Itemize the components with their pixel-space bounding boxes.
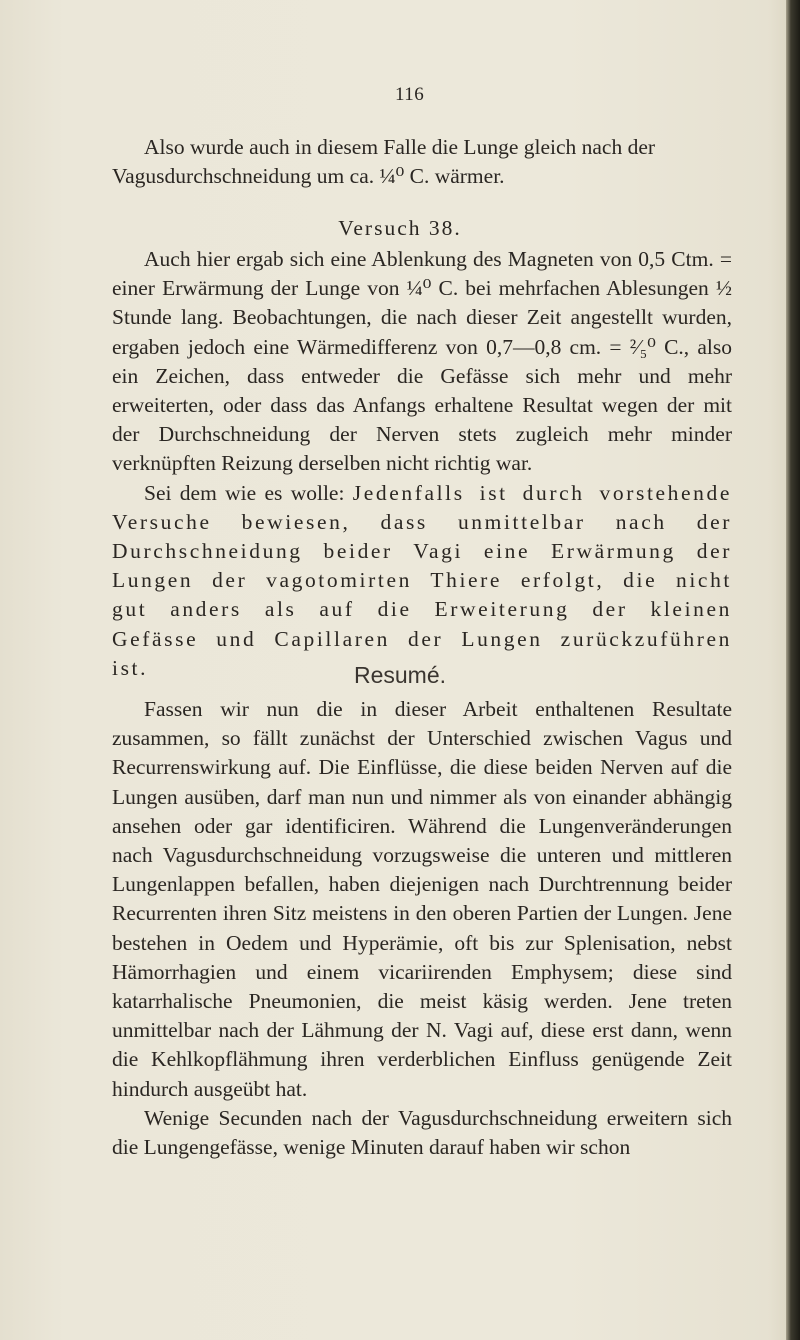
intro-paragraph bbox=[112, 133, 732, 191]
experiment-section bbox=[112, 245, 732, 683]
intro-line-1: Also wurde auch in diesem Falle die Lunge gleich nach der bbox=[144, 135, 656, 159]
conclusion-spaced-text: Jedenfalls ist durch vorstehende Versuche bewiesen, dass unmittelbar nach der Durchschneidung beider Vagi eine Erwärmung der Lungen der vagotomirten Thiere erfolgt, die nicht gut anders als auf die Erweiterung der kleinen Gefässe und Capillaren der Lungen zurückzuführen ist. bbox=[112, 480, 732, 680]
resume-heading: Resumé. bbox=[353, 662, 447, 688]
intro-line-2: Vagusdurchschneidung um ca. ¼⁰ C. wärmer. bbox=[112, 164, 505, 189]
experiment-heading: Versuch 38. bbox=[338, 216, 462, 240]
page-number: 116 bbox=[395, 84, 425, 105]
experiment-paragraph: Auch hier ergab sich eine Ablenkung des Magneten von 0,5 Ctm. = einer Erwärmung der Lunge von ¼⁰ C. bei mehrfachen Ablesungen ½ Stunde lang. Beobachtungen, die nach dieser Zeit angestellt wurden, ergaben jedoch eine Wärmedifferenz von 0,7—0,8 cm. = ²⁄₅⁰ C., also ein Zeichen, dass entweder die Gefässe sich mehr und mehr erweiterten, oder dass das Anfangs erhaltene Resultat wegen der mit der Durchschneidung der Nerven stets zugleich mehr minder verknüpften Reizung derselben nicht richtig war. bbox=[112, 247, 732, 476]
resume-paragraph-2: Wenige Secunden nach der Vagusdurchschneidung erweitern sich die Lungengefässe, wenige Minuten darauf haben wir schon bbox=[112, 1105, 732, 1160]
conclusion-lead: Sei dem wie es wolle: bbox=[144, 480, 345, 505]
conclusion-paragraph bbox=[112, 479, 732, 683]
resume-section bbox=[112, 695, 732, 1162]
resume-paragraph-1: Fassen wir nun die in dieser Arbeit enthaltenen Resultate zusammen, so fällt zunächst der Unterschied zwischen Vagus und Recurrenswirkung auf. Die Einflüsse, die diese beiden Nerven auf die Lungen ausüben, darf man nun und nimmer als von einander abhängig ansehen oder gar identificiren. Während die Lungenveränderungen nach Vagusdurchschneidung vorzugsweise die unteren und mittleren Lungenlappen befallen, haben diejenigen nach Durchtrennung beider Recurrenten ihren Sitz meistens in den oberen Partien der Lungen. Jene bestehen in Oedem und Hyperämie, oft bis zur Splenisation, nebst Hämorrhagien und einem vicariirenden Emphysem; diese sind katarrhalische Pneumonien, die meist käsig werden. Jene treten unmittelbar nach der Lähmung der N. Vagi auf, diese erst dann, wenn die Kehlkopflähmung ihren verderblichen Einfluss genügende Zeit hindurch ausgeübt hat. bbox=[112, 697, 732, 1101]
